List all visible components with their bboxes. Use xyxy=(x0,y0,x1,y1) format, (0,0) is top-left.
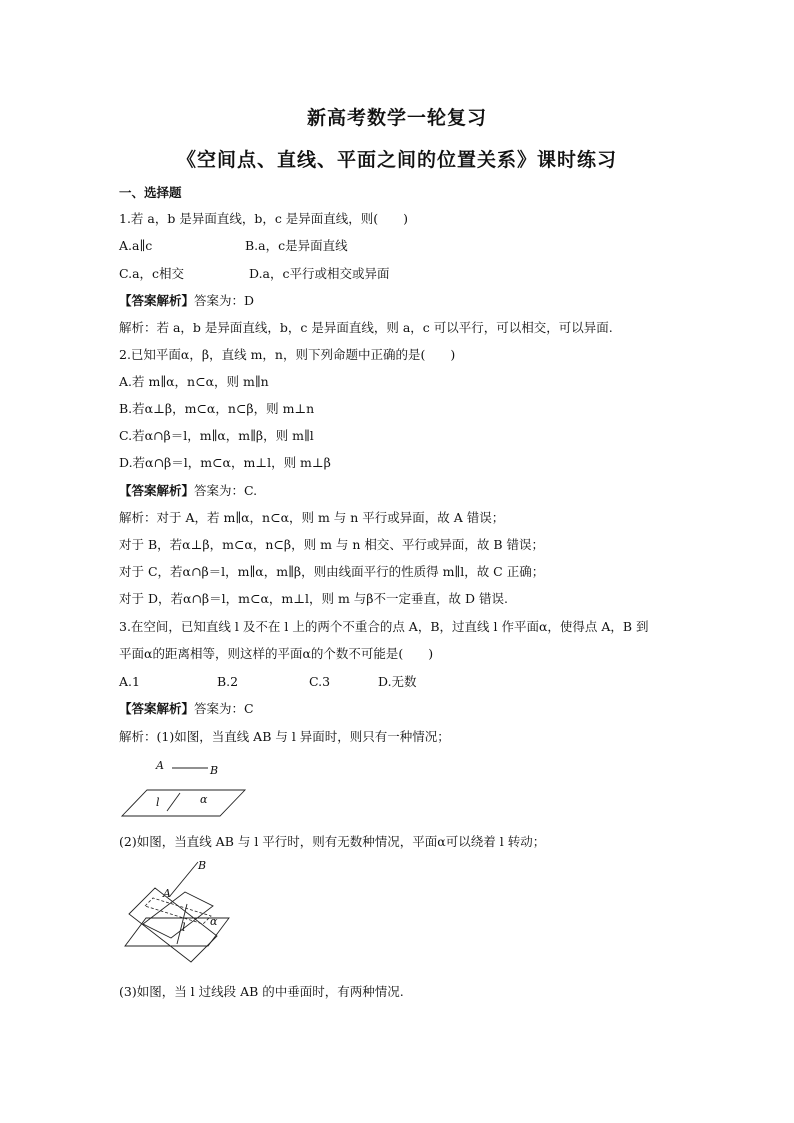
line-l xyxy=(167,793,180,811)
q3-option-d: D.无数 xyxy=(378,674,417,689)
figure-skew-lines xyxy=(115,754,255,824)
q2-analysis-2: 对于 B，若α⊥β，m⊂α，n⊂β，则 m 与 n 相交、平行或异面，故 B 错误； xyxy=(119,537,545,552)
q1-analysis: 解析：若 a，b 是异面直线，b，c 是异面直线，则 a，c 可以平行，可以相交，可以异面. xyxy=(119,320,613,335)
q3-stem-2: 平面α的距离相等，则这样的平面α的个数不可能是( ) xyxy=(119,646,434,661)
q3-option-b: B.2 xyxy=(217,674,239,689)
q3-analysis-1: 解析：(1)如图，当直线 AB 与 l 异面时，则只有一种情况； xyxy=(119,729,450,744)
q2-analysis-3: 对于 C，若α∩β＝l，m∥α，m∥β，则由线面平行的性质得 m∥l，故 C 正确； xyxy=(119,564,545,579)
q3-stem-1: 3.在空间，已知直线 l 及不在 l 上的两个不重合的点 A，B，过直线 l 作平面α，使得点 A，B 到 xyxy=(119,619,649,634)
q3-analysis-2: (2)如图，当直线 AB 与 l 平行时，则有无数种情况，平面α可以绕着 l 转动； xyxy=(119,834,546,849)
q2-analysis-4: 对于 D，若α∩β＝l，m⊂α，m⊥l，则 m 与β不一定垂直，故 D 错误. xyxy=(119,591,508,606)
answer-text: 答案为：D xyxy=(194,293,255,308)
answer-tag: 【答案解析】 xyxy=(119,483,195,498)
q1-option-b: B.a，c是异面直线 xyxy=(245,238,348,253)
answer-text: 答案为：C xyxy=(194,701,254,716)
plane-tilted-2 xyxy=(143,892,213,938)
q2-answer xyxy=(119,482,257,500)
plane-alpha-label: α xyxy=(200,793,208,806)
q1-stem: 1.若 a，b 是异面直线，b，c 是异面直线，则( ) xyxy=(119,211,409,226)
plane-alpha xyxy=(122,790,245,816)
line-ab xyxy=(170,862,198,896)
q3-analysis-3: (3)如图，当 l 过线段 AB 的中垂面时，有两种情况. xyxy=(119,984,404,999)
point-a-label: A xyxy=(163,887,171,900)
q1-option-c: C.a，c相交 xyxy=(119,266,185,281)
line-l-label: l xyxy=(156,796,160,809)
point-b-label: B xyxy=(198,859,207,872)
doc-title: 新高考数学一轮复习 xyxy=(306,107,487,129)
point-b-label: B xyxy=(210,764,219,777)
plane-hidden-edge xyxy=(145,898,211,924)
answer-tag: 【答案解析】 xyxy=(119,293,195,308)
q2-option-a: A.若 m∥α，n⊂α，则 m∥n xyxy=(119,374,269,389)
q3-option-a: A.1 xyxy=(119,674,140,689)
point-a-label: A xyxy=(156,759,164,772)
plane-tilted-1 xyxy=(129,888,217,962)
q2-option-c: C.若α∩β＝l，m∥α，m∥β，则 m∥l xyxy=(119,428,314,443)
q3-answer xyxy=(119,700,254,718)
q1-option-a: A.a∥c xyxy=(119,238,153,253)
q2-option-d: D.若α∩β＝l，m⊂α，m⊥l，则 m⊥β xyxy=(119,455,331,470)
q1-answer xyxy=(119,292,254,310)
q3-option-c: C.3 xyxy=(309,674,331,689)
q2-option-b: B.若α⊥β，m⊂α，n⊂β，则 m⊥n xyxy=(119,401,315,416)
q2-stem: 2.已知平面α，β，直线 m，n，则下列命题中正确的是( ) xyxy=(119,347,456,362)
section-heading: 一、选择题 xyxy=(119,185,182,200)
answer-text: 答案为：C. xyxy=(194,483,258,498)
doc-subtitle: 《空间点、直线、平面之间的位置关系》课时练习 xyxy=(176,149,617,171)
q2-analysis-1: 解析：对于 A，若 m∥α，n⊂α，则 m 与 n 平行或异面，故 A 错误； xyxy=(119,510,505,525)
line-l-label: l xyxy=(182,921,186,934)
plane-alpha-label: α xyxy=(210,915,218,928)
q1-option-d: D.a，c平行或相交或异面 xyxy=(249,266,390,281)
answer-tag: 【答案解析】 xyxy=(119,701,195,716)
figure-parallel-lines xyxy=(115,856,240,974)
